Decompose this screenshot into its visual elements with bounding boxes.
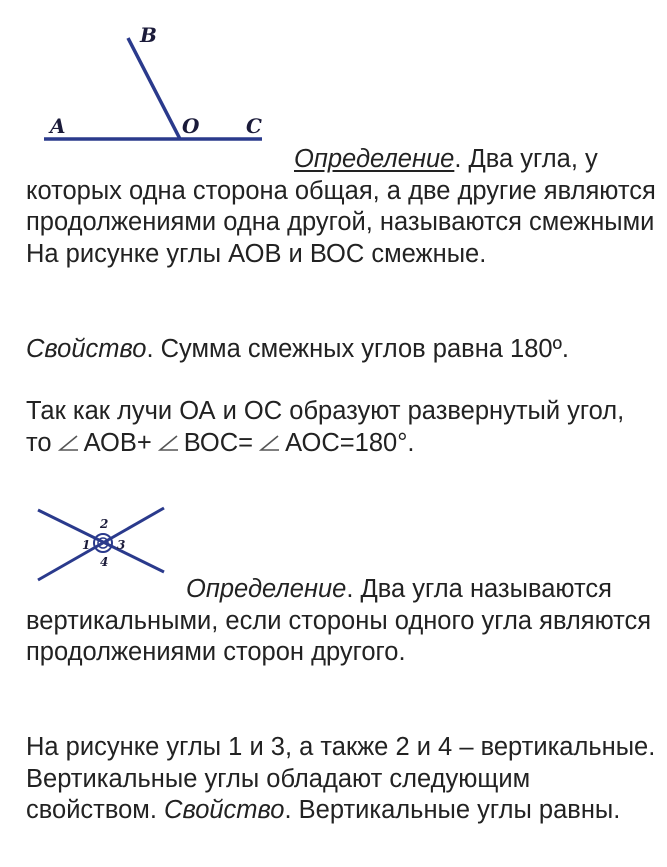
explanation-straight-angle	[26, 396, 656, 459]
explanation-part4: АОС=180°.	[285, 428, 415, 457]
property-label: Свойство	[164, 796, 285, 824]
label-angle-1: 1	[82, 538, 91, 552]
definition-label: Определение	[294, 145, 455, 173]
angle-icon	[259, 434, 281, 452]
definition-text: . Два угла называются вертикальными, если стороны одного угла являются продолжениями сторон другого.	[26, 575, 652, 666]
definition-label: Определение	[186, 575, 347, 603]
vertical-text1: На рисунке углы 1 и 3, а также 2 и 4 – вертикальные. Вертикальные углы обладают следующим свойством.	[26, 733, 656, 824]
property-label: Свойство	[26, 335, 147, 363]
label-angle-2: 2	[100, 517, 109, 531]
vertical-text2: . Вертикальные углы равны.	[284, 796, 621, 824]
explanation-part2: АОВ+	[83, 428, 152, 457]
adjacent-angles-figure	[30, 18, 280, 158]
property-adjacent	[26, 334, 656, 366]
angle-icon	[158, 434, 180, 452]
definition-adjacent	[26, 144, 656, 270]
definition-vertical	[26, 574, 656, 669]
label-o: O	[182, 114, 200, 138]
ray-ob	[128, 38, 180, 139]
label-b: B	[140, 23, 157, 47]
explanation-part3: ВОС=	[183, 428, 254, 457]
vertical-angles-property	[26, 732, 656, 827]
label-a: A	[50, 114, 66, 138]
explanation-part1: Так как лучи ОА и ОС образуют развернутый угол, то	[26, 397, 625, 457]
property-text: . Сумма смежных углов равна 180º.	[146, 335, 569, 363]
label-angle-4: 4	[100, 555, 109, 569]
label-c: C	[246, 114, 262, 138]
angle-icon	[58, 434, 80, 452]
definition-text: . Два угла, у которых одна сторона общая, а две другие являются продолжениями одна другой, называются смежными На рисунке углы АОВ и ВОС смежные.	[26, 145, 656, 268]
label-angle-3: 3	[117, 538, 126, 552]
